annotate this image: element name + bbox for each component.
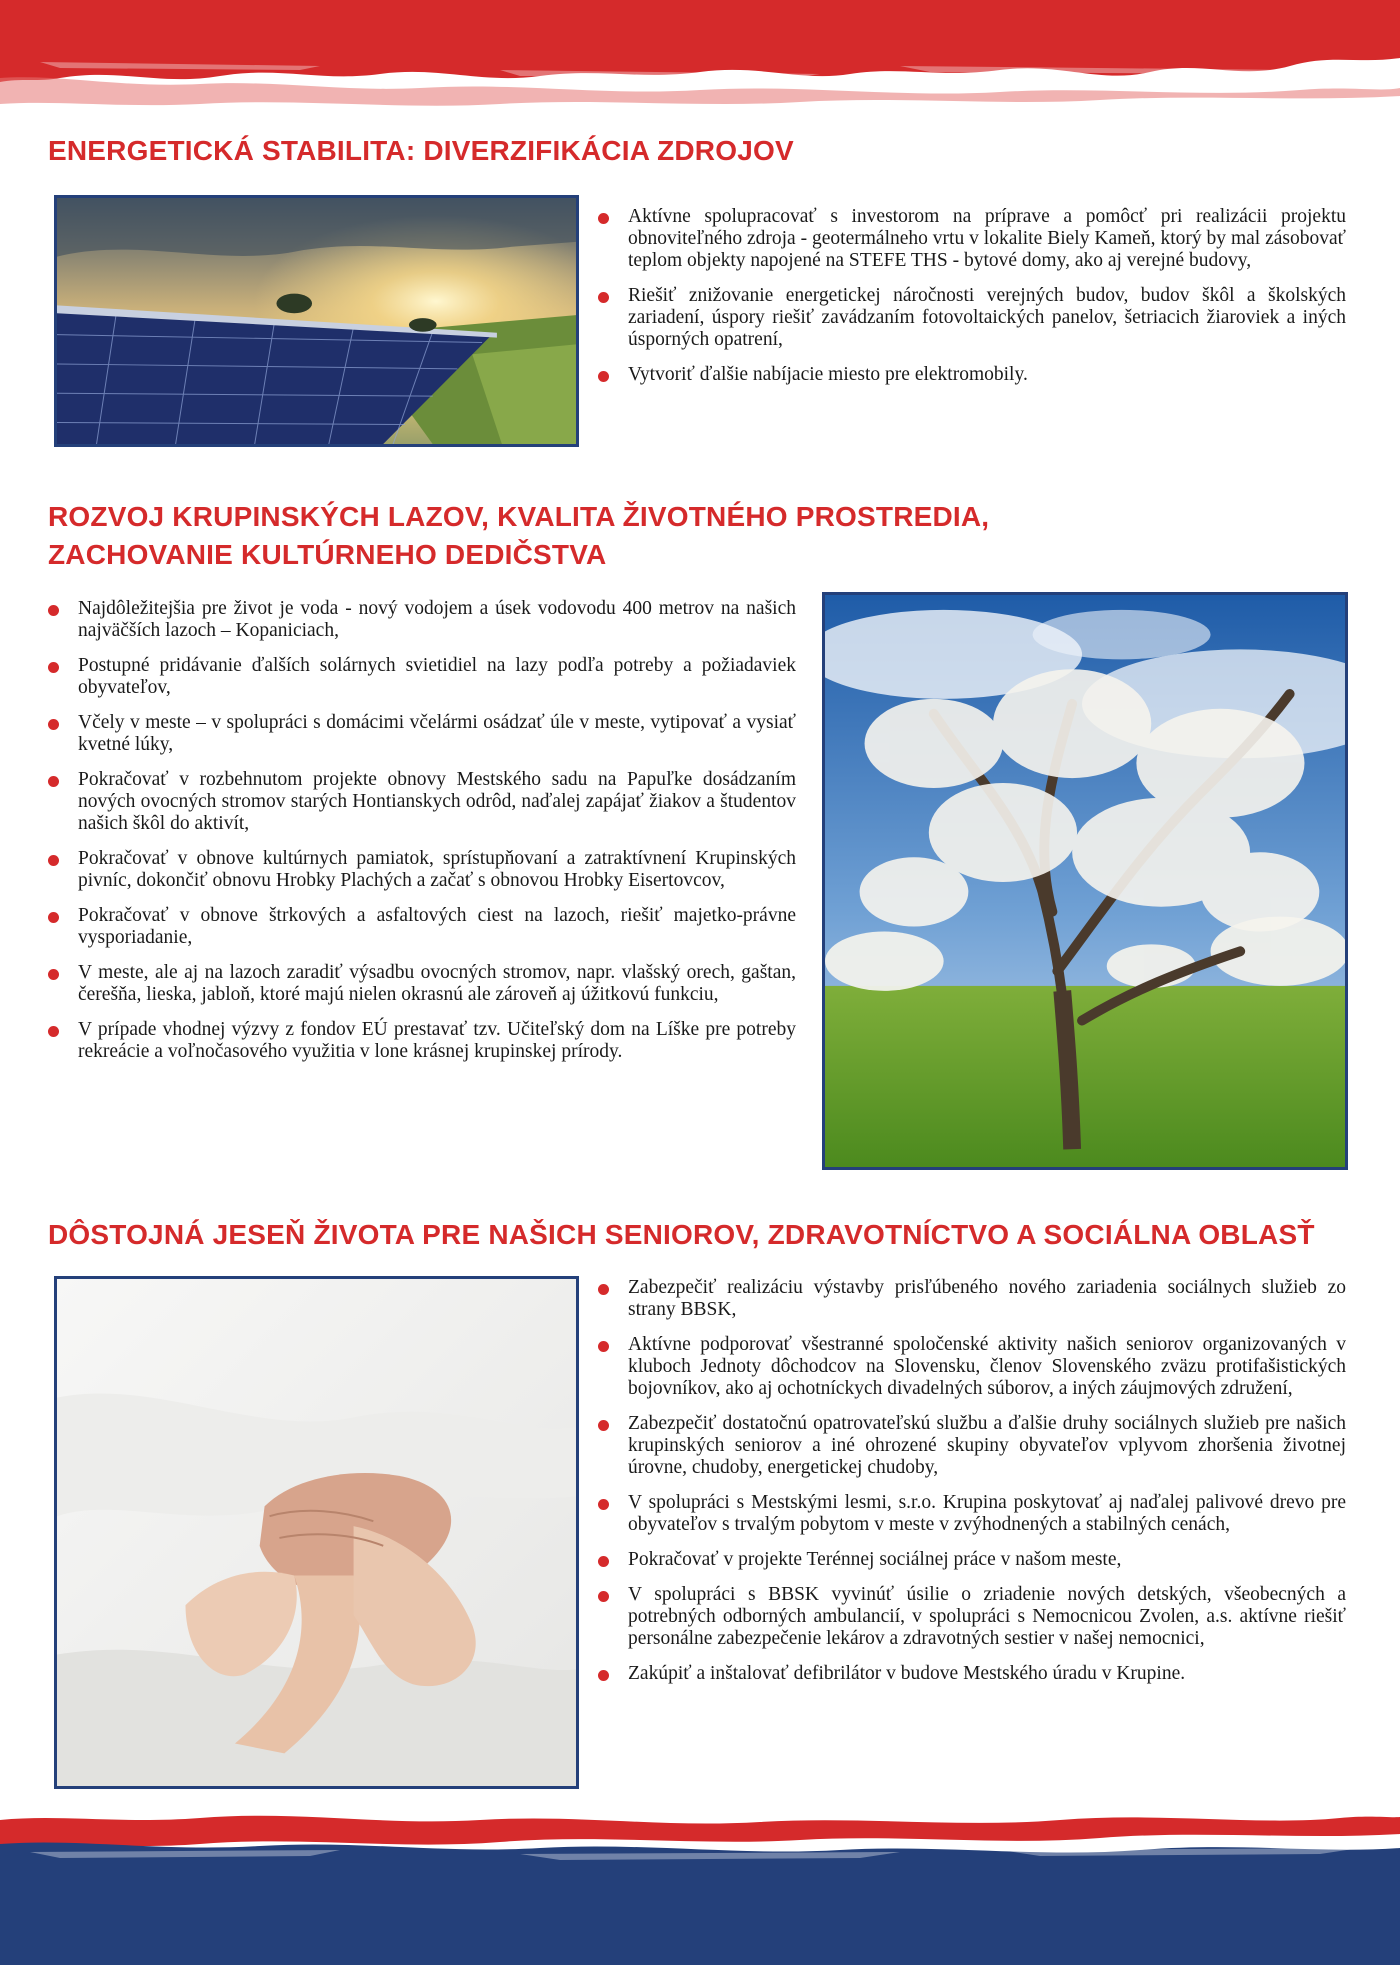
bullet-icon: [48, 776, 59, 787]
bullet-icon: [598, 371, 609, 382]
list-item: [48, 598, 796, 642]
list-item: [598, 1549, 1346, 1571]
list-item-text: V spolupráci s BBSK vyvinúť úsilie o zriadenie nových detských, všeobecných a potrebných odborných ambulancií, v spolupráci s Nemocnicou Zvolen, a.s. aktívne riešiť personálne zabezpečenie lekárov a zdravotných sestier v našej nemocnici,: [628, 1584, 1346, 1649]
list-item-text: Riešiť znižovanie energetickej náročnosti verejných budov, budov škôl a školských zariadení, úspory riešiť zavádzaním fotovoltaických panelov, šetriacich žiaroviek a iných úsporných opatrení,: [628, 285, 1346, 350]
bullet-icon: [598, 1420, 609, 1431]
bullet-icon: [598, 292, 609, 303]
bullet-icon: [598, 1670, 609, 1681]
solar-panels-image: [57, 198, 576, 444]
list-item: [48, 1019, 796, 1063]
bullet-icon: [598, 1591, 609, 1602]
bullet-icon: [48, 605, 59, 616]
list-item: [598, 1277, 1346, 1321]
list-item: [598, 285, 1346, 351]
list-item-text: Aktívne spolupracovať s investorom na príprave a pomôcť pri realizácii projektu obnoviteľného zdroja - geotermálneho vrtu v lokalite Biely Kameň, ktorý by mal zásobovať teplom objekty napojené na STEFE THS - bytové domy, ako aj verejné budovy,: [628, 206, 1346, 271]
section-heading-energy: ENERGETICKÁ STABILITA: DIVERZIFIKÁCIA ZDROJOV: [48, 135, 794, 166]
list-item: [598, 1663, 1346, 1685]
bullet-icon: [48, 912, 59, 923]
list-item: [48, 905, 796, 949]
bullet-icon: [48, 855, 59, 866]
section-heading-lazy: [48, 498, 989, 574]
bullet-icon: [598, 213, 609, 224]
bullet-icon: [48, 1026, 59, 1037]
list-item-text: Najdôležitejšia pre život je voda - nový vodojem a úsek vodovodu 400 metrov na našich najväčších lazoch – Kopaniciach,: [78, 598, 796, 641]
list-item-text: V prípade vhodnej výzvy z fondov EÚ prestavať tzv. Učiteľský dom na Líške pre potreby rekreácie a voľnočasového využitia v lone krásnej krupinskej prírody.: [78, 1019, 796, 1062]
list-item: [48, 962, 796, 1006]
blossoming-tree-image: [825, 595, 1345, 1167]
list-item-text: Pokračovať v obnove štrkových a asfaltových ciest na lazoch, riešiť majetko-právne vysporiadanie,: [78, 905, 796, 948]
list-item: [598, 1334, 1346, 1400]
list-item-text: Zabezpečiť dostatočnú opatrovateľskú službu a ďalšie druhy sociálnych služieb pre našich krupinských seniorov a iné ohrozené skupiny obyvateľov vplyvom zhoršenia životnej úrovne, chudoby, energetickej chudoby,: [628, 1413, 1346, 1478]
list-item-text: Zabezpečiť realizáciu výstavby prisľúbeného nového zariadenia sociálnych služieb zo strany BBSK,: [628, 1277, 1346, 1320]
list-item-text: Vytvoriť ďalšie nabíjacie miesto pre elektromobily.: [628, 364, 1028, 385]
lazy-bullet-list: [48, 598, 796, 1076]
list-item-text: Zakúpiť a inštalovať defibrilátor v budove Mestského úradu v Krupine.: [628, 1663, 1186, 1684]
list-item-text: V meste, ale aj na lazoch zaradiť výsadbu ovocných stromov, napr. vlašský orech, gaštan, čerešňa, lieska, jabloň, ktoré majú nielen okrasnú ale zároveň aj úžitkovú funkciu,: [78, 962, 796, 1005]
bullet-icon: [598, 1499, 609, 1510]
list-item-text: Včely v meste – v spolupráci s domácimi včelármi osádzať úle v meste, vytipovať a vysiať kvetné lúky,: [78, 712, 796, 755]
list-item: [48, 769, 796, 835]
section-heading-seniors: DÔSTOJNÁ JESEŇ ŽIVOTA PRE NAŠICH SENIOROV, ZDRAVOTNÍCTVO A SOCIÁLNA OBLASŤ: [48, 1219, 1315, 1250]
list-item-text: V spolupráci s Mestskými lesmi, s.r.o. Krupina poskytovať aj naďalej palivové drevo pre obyvateľov s trvalým pobytom v meste v zvýhodnených a stabilných cenách,: [628, 1492, 1346, 1535]
solar-panels-photo: [54, 195, 579, 447]
seniors-bullet-list: [598, 1277, 1346, 1698]
list-item-text: Pokračovať v rozbehnutom projekte obnovy Mestského sadu na Papuľke dosádzaním nových ovocných stromov starých Hontianskych odrôd, naďalej zapájať žiakov a študentov našich škôl do aktivít,: [78, 769, 796, 834]
list-item: [598, 1413, 1346, 1479]
bullet-icon: [48, 662, 59, 673]
blossoming-tree-photo: [822, 592, 1348, 1170]
bullet-icon: [598, 1341, 609, 1352]
list-item: [48, 655, 796, 699]
list-item: [598, 206, 1346, 272]
list-item: [598, 1584, 1346, 1650]
list-item-text: Pokračovať v obnove kultúrnych pamiatok, sprístupňovaní a zatraktívnení Krupinských pivníc, dokončiť obnovu Hrobky Plachých a začať s obnovou Hrobky Eisertovcov,: [78, 848, 796, 891]
list-item: [48, 712, 796, 756]
list-item: [598, 364, 1346, 386]
bullet-icon: [48, 969, 59, 980]
list-item: [598, 1492, 1346, 1536]
list-item-text: Aktívne podporovať všestranné spoločenské aktivity našich seniorov organizovaných v kluboch Jednoty dôchodcov na Slovensku, členov Slovenského zväzu protifašistických bojovníkov, ako aj ochotníckych divadelných súborov, a iných záujmových združení,: [628, 1334, 1346, 1399]
bullet-icon: [48, 719, 59, 730]
holding-hands-image: [57, 1279, 576, 1786]
bottom-brush-band: [0, 1800, 1400, 1965]
top-red-brush-band: [0, 0, 1400, 120]
bullet-icon: [598, 1284, 609, 1295]
bullet-icon: [598, 1556, 609, 1567]
list-item-text: Postupné pridávanie ďalších solárnych svietidiel na lazy podľa potreby a požiadaviek obyvateľov,: [78, 655, 796, 698]
heading-line-1: ROZVOJ KRUPINSKÝCH LAZOV, KVALITA ŽIVOTNÉHO PROSTREDIA,: [48, 501, 990, 532]
holding-hands-photo: [54, 1276, 579, 1789]
list-item: [48, 848, 796, 892]
energy-bullet-list: [598, 206, 1346, 399]
heading-line-2: ZACHOVANIE KULTÚRNEHO DEDIČSTVA: [48, 539, 607, 570]
list-item-text: Pokračovať v projekte Terénnej sociálnej práce v našom meste,: [628, 1549, 1122, 1570]
